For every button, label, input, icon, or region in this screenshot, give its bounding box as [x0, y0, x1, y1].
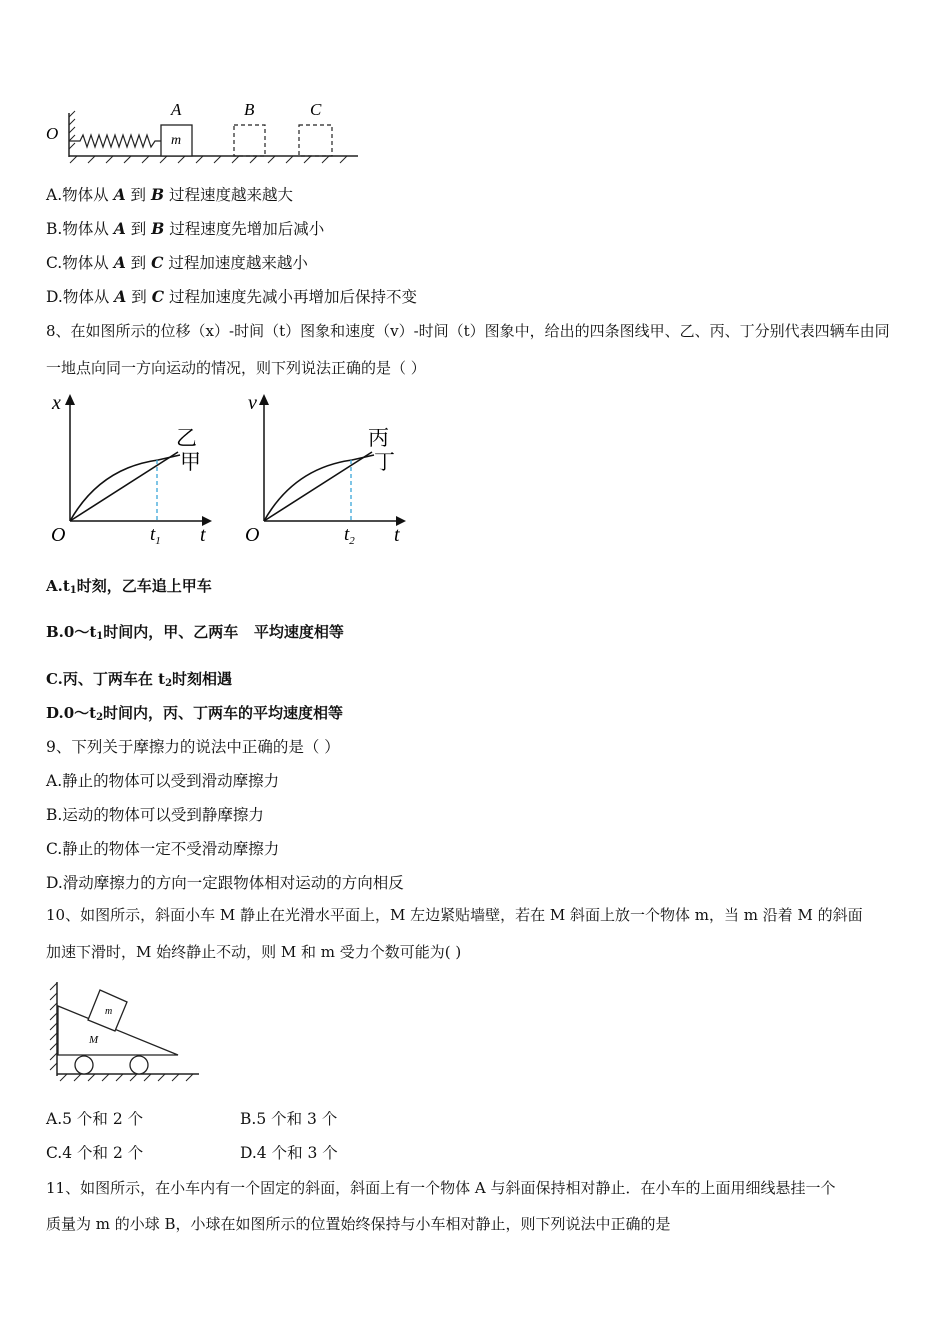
q8-stem-line2: 一地点向同一方向运动的情况，则下列说法正确的是（ ） — [46, 359, 426, 377]
q11-stem-line2: 质量为 m 的小球 B，小球在如图所示的位置始终保持与小车相对静止，则下列说法中正确的是 — [46, 1215, 671, 1233]
q7-option-d: D.物体从 A 到 C 过程加速度先减小再增加后保持不变 — [46, 287, 417, 306]
q8-option-a: $A.t_1$时刻，乙车追上甲车 — [46, 577, 212, 596]
label-B: B — [244, 100, 255, 119]
label-jia: 甲 — [180, 450, 201, 474]
q7-option-a: A.物体从 A 到 B 过程速度越来越大 — [46, 185, 294, 204]
q9-option-d: D.滑动摩擦力的方向一定跟物体相对运动的方向相反 — [46, 874, 404, 892]
origin-label-2: O — [245, 524, 260, 546]
label-t1: $t_1$ — [150, 524, 161, 547]
axis-label-t: t — [200, 524, 206, 546]
label-A: A — [171, 100, 182, 119]
wheel-left — [75, 1056, 93, 1074]
axis-label-x: x — [52, 392, 61, 414]
wheel-right — [130, 1056, 148, 1074]
origin-label: O — [51, 524, 66, 546]
q9-stem: 9、下列关于摩擦力的说法中正确的是（ ） — [46, 738, 340, 756]
q10-stem-line2: 加速下滑时，M 始终静止不动，则 M 和 m 受力个数可能为( ) — [46, 943, 462, 961]
line-jia — [70, 452, 178, 521]
line-ding — [264, 452, 372, 521]
label-bing: 丙 — [368, 426, 389, 450]
label-m-incline: m — [105, 1006, 113, 1017]
q10-stem-line1: 10、如图所示，斜面小车 M 静止在光滑水平面上，M 左边紧贴墙壁，若在 M 斜面上放一个物体 m，当 m 沿着 M 的斜面 — [46, 906, 863, 924]
spring — [69, 135, 161, 147]
label-m: m — [171, 133, 182, 148]
q10-option-c: C.4 个和 2 个 — [46, 1144, 144, 1162]
label-O: O — [46, 124, 59, 143]
axis-label-v: v — [248, 392, 257, 414]
axis-label-t2: t — [394, 524, 400, 546]
spring-block-figure — [40, 95, 370, 170]
q9-option-c: C.静止的物体一定不受滑动摩擦力 — [46, 840, 280, 858]
q8-option-c: C.丙、丁两车在 $t_2$时刻相遇 — [46, 670, 233, 689]
q8-stem-line1: 8、在如图所示的位移（x）-时间（t）图象和速度（v）-时间（t）图象中，给出的四条图线甲、乙、丙、丁分别代表四辆车由同 — [46, 322, 890, 340]
q10-option-a: A.5 个和 2 个 — [46, 1110, 144, 1128]
label-yi: 乙 — [176, 426, 197, 450]
label-t2: $t_2$ — [344, 524, 355, 547]
label-C: C — [310, 100, 322, 119]
label-ding: 丁 — [374, 450, 395, 474]
q7-option-c: C.物体从 A 到 C 过程加速度越来越小 — [46, 253, 308, 272]
v-t-graph — [234, 388, 424, 553]
q9-option-b: B.运动的物体可以受到静摩擦力 — [46, 806, 264, 824]
position-C — [299, 125, 332, 156]
q7-option-b: B.物体从 A 到 B 过程速度先增加后减小 — [46, 219, 325, 238]
q8-option-b: $B.0\sim t_1$时间内，甲、乙两车 平均速度相等 — [46, 623, 344, 642]
q8-option-d: $D.0\sim t_2$时间内，丙、丁两车的平均速度相等 — [46, 704, 344, 723]
q10-option-d: D.4 个和 3 个 — [240, 1144, 338, 1162]
q10-option-b: B.5 个和 3 个 — [240, 1110, 338, 1128]
label-M: M — [89, 1034, 99, 1046]
position-B — [234, 125, 265, 156]
incline-cart-figure — [44, 976, 209, 1086]
x-t-graph — [40, 388, 230, 553]
q11-stem-line1: 11、如图所示，在小车内有一个固定的斜面，斜面上有一个物体 A 与斜面保持相对静止．在小车的上面用细线悬挂一个 — [46, 1179, 836, 1197]
q9-option-a: A.静止的物体可以受到滑动摩擦力 — [46, 772, 280, 790]
